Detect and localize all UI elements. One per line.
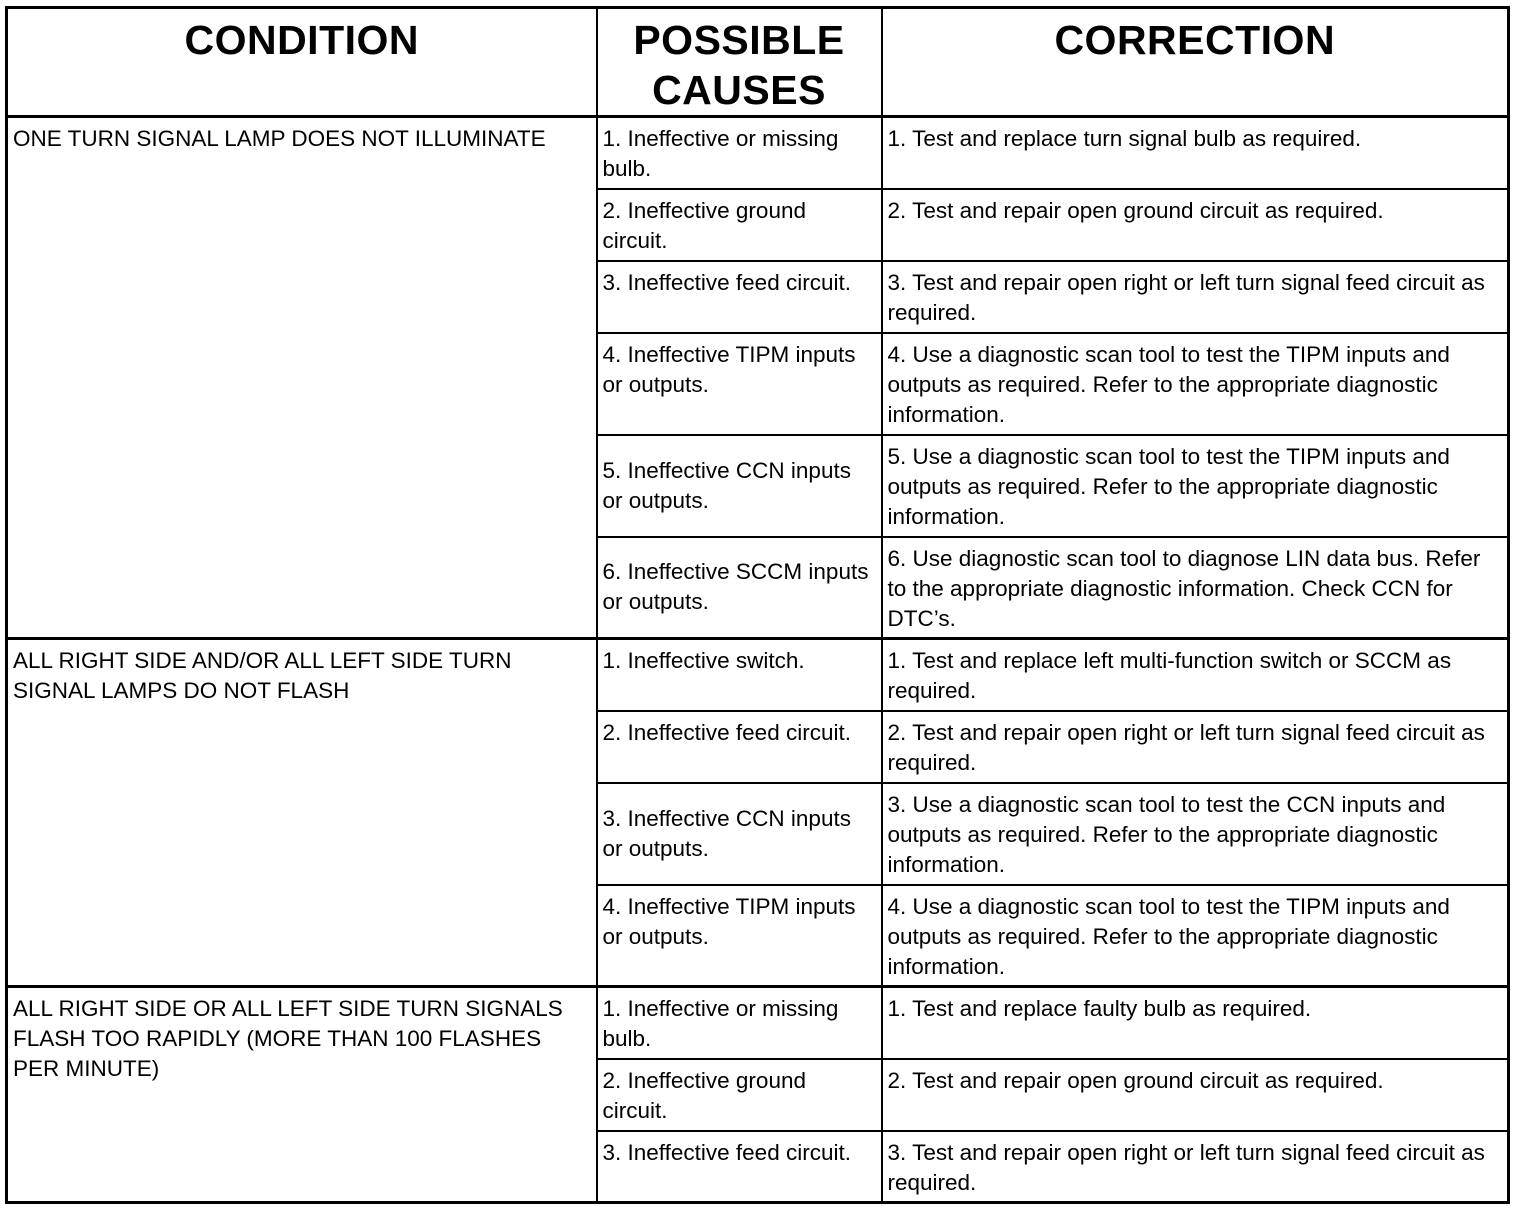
correction-cell: 2. Test and repair open right or left turn signal feed circuit as required. xyxy=(882,711,1509,783)
correction-cell: 6. Use diagnostic scan tool to diagnose LIN data bus. Refer to the appropriate diagnostic information. Check CCN for DTC’s. xyxy=(882,537,1509,639)
correction-cell: 1. Test and replace left multi-function switch or SCCM as required. xyxy=(882,639,1509,711)
correction-cell: 1. Test and replace turn signal bulb as required. xyxy=(882,117,1509,189)
table-row xyxy=(7,117,1509,189)
cause-cell: 3. Ineffective CCN inputs or outputs. xyxy=(597,783,882,885)
correction-cell: 3. Test and repair open right or left turn signal feed circuit as required. xyxy=(882,1131,1509,1203)
correction-cell: 3. Test and repair open right or left turn signal feed circuit as required. xyxy=(882,261,1509,333)
cause-cell: 2. Ineffective feed circuit. xyxy=(597,711,882,783)
cause-cell: 3. Ineffective feed circuit. xyxy=(597,261,882,333)
cause-cell: 4. Ineffective TIPM inputs or outputs. xyxy=(597,333,882,435)
header-correction: CORRECTION xyxy=(882,8,1509,117)
correction-cell: 5. Use a diagnostic scan tool to test the TIPM inputs and outputs as required. Refer to the appropriate diagnostic information. xyxy=(882,435,1509,537)
cause-cell: 2. Ineffective ground circuit. xyxy=(597,189,882,261)
condition-cell: ALL RIGHT SIDE OR ALL LEFT SIDE TURN SIGNALS FLASH TOO RAPIDLY (MORE THAN 100 FLASHES PER MINUTE) xyxy=(7,987,597,1203)
cause-cell: 1. Ineffective or missing bulb. xyxy=(597,987,882,1059)
cause-cell: 6. Ineffective SCCM inputs or outputs. xyxy=(597,537,882,639)
header-possible-causes: POSSIBLE CAUSES xyxy=(597,8,882,117)
header-condition: CONDITION xyxy=(7,8,597,117)
condition-cell: ALL RIGHT SIDE AND/OR ALL LEFT SIDE TURN SIGNAL LAMPS DO NOT FLASH xyxy=(7,639,597,987)
table-row xyxy=(7,987,1509,1059)
diagnosis-table xyxy=(5,6,1510,1204)
cause-cell: 2. Ineffective ground circuit. xyxy=(597,1059,882,1131)
cause-cell: 1. Ineffective switch. xyxy=(597,639,882,711)
correction-cell: 2. Test and repair open ground circuit as required. xyxy=(882,1059,1509,1131)
cause-cell: 1. Ineffective or missing bulb. xyxy=(597,117,882,189)
cause-cell: 5. Ineffective CCN inputs or outputs. xyxy=(597,435,882,537)
table-row xyxy=(7,639,1509,711)
correction-cell: 4. Use a diagnostic scan tool to test the TIPM inputs and outputs as required. Refer to the appropriate diagnostic information. xyxy=(882,333,1509,435)
correction-cell: 2. Test and repair open ground circuit as required. xyxy=(882,189,1509,261)
condition-cell: ONE TURN SIGNAL LAMP DOES NOT ILLUMINATE xyxy=(7,117,597,639)
cause-cell: 4. Ineffective TIPM inputs or outputs. xyxy=(597,885,882,987)
correction-cell: 4. Use a diagnostic scan tool to test the TIPM inputs and outputs as required. Refer to the appropriate diagnostic information. xyxy=(882,885,1509,987)
cause-cell: 3. Ineffective feed circuit. xyxy=(597,1131,882,1203)
correction-cell: 3. Use a diagnostic scan tool to test the CCN inputs and outputs as required. Refer to the appropriate diagnostic information. xyxy=(882,783,1509,885)
header-row xyxy=(7,8,1509,117)
correction-cell: 1. Test and replace faulty bulb as required. xyxy=(882,987,1509,1059)
